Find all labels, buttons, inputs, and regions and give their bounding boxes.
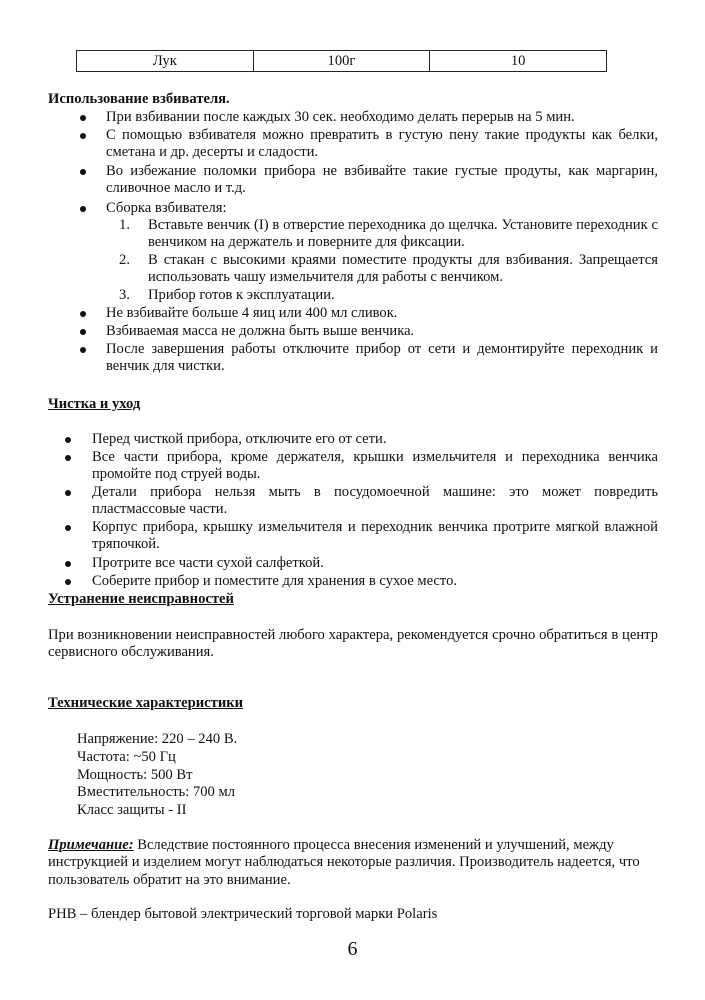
table-cell: 100г <box>253 51 430 72</box>
note-text: Вследствие постоянного процесса внесения изменений и улучшений, между инструкцией и изделием могут наблюдаться некоторые различия. Производитель надеется, что пользователь обратит на это внимание. <box>48 837 640 888</box>
note-label: Примечание: <box>48 837 134 853</box>
bullet-icon <box>80 169 86 175</box>
specs-heading: Технические характеристики <box>48 695 244 711</box>
bullet-icon <box>80 311 86 317</box>
page-number: 6 <box>347 938 358 960</box>
bullet-icon <box>65 525 71 531</box>
bullet-icon <box>80 329 86 335</box>
bullet-icon <box>65 561 71 567</box>
trouble-text: При возникновении неисправностей любого характера, рекомендуется срочно обратиться в центр сервисного обслуживания. <box>48 627 658 661</box>
spec-line: Частота: ~50 Гц <box>77 749 176 765</box>
ingredients-table <box>76 50 607 72</box>
bullet-icon <box>65 490 71 496</box>
bullet-icon <box>80 347 86 353</box>
table-cell: 10 <box>430 51 607 72</box>
table-cell: Лук <box>77 51 254 72</box>
whisk-heading: Использование взбивателя. <box>48 91 230 107</box>
spec-line: Вместительность: 700 мл <box>77 784 236 800</box>
bullet-icon <box>65 455 71 461</box>
spec-line: Напряжение: 220 – 240 В. <box>77 731 238 747</box>
bullet-icon <box>80 206 86 212</box>
footer-line: PHB – блендер бытовой электрический торговой марки Polaris <box>48 906 438 922</box>
trouble-heading: Устранение неисправностей <box>48 591 234 607</box>
care-heading: Чистка и уход <box>48 396 141 412</box>
note-paragraph <box>48 837 658 889</box>
spec-line: Класс защиты - II <box>77 802 187 818</box>
bullet-icon <box>80 133 86 139</box>
spec-line: Мощность: 500 Вт <box>77 767 193 783</box>
bullet-icon <box>65 437 71 443</box>
bullet-icon <box>80 115 86 121</box>
bullet-icon <box>65 579 71 585</box>
table-row <box>77 51 607 72</box>
